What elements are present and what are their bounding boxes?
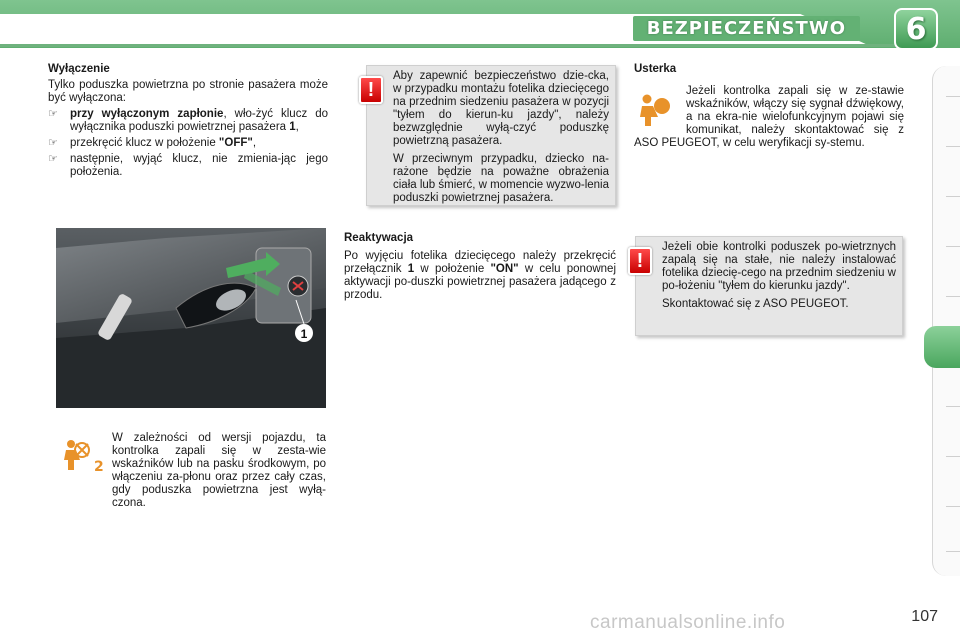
- bullet-text: przekręcić klucz w położenie: [70, 137, 219, 149]
- tab-tick: [946, 506, 960, 507]
- section-title: BEZPIECZEŃSTWO: [633, 16, 860, 41]
- list-item: [48, 108, 328, 134]
- bullet-end: ,: [252, 137, 257, 149]
- warning-text: W przeciwnym przypadku, dziecko na-rażone będzie na poważne obrażenia ciała lub śmierć, w momencie wyzwo-lenia poduszki powietrznej pasażera.: [393, 153, 610, 204]
- bullet-text: następnie, wyjąć klucz, nie zmienia-jąc jego położenia.: [70, 153, 328, 178]
- airbag-off-indicator-icon: [62, 438, 102, 474]
- airbag-switch-photo: [56, 228, 326, 408]
- section-wylaczenie: [48, 63, 328, 179]
- section-usterka: [634, 63, 904, 150]
- heading-wylaczenie: Wyłączenie: [48, 63, 110, 75]
- heading-reaktywacja: Reaktywacja: [344, 232, 414, 244]
- heading-usterka: Usterka: [634, 63, 677, 75]
- bullet-num: 1: [289, 121, 296, 133]
- header-divider: [0, 44, 900, 47]
- watermark: carmanualsonline.info: [590, 612, 786, 633]
- text-num: 1: [407, 263, 415, 275]
- chapter-tab-strip: [932, 66, 960, 576]
- airbag-indicator-icon: [638, 92, 674, 128]
- text-bold: "ON": [490, 263, 519, 275]
- pointing-hand-icon: ☞: [48, 153, 58, 165]
- photo-label-1: 1: [300, 327, 308, 341]
- tab-tick: [946, 551, 960, 552]
- tab-tick: [946, 196, 960, 197]
- warning-text: Jeżeli obie kontrolki poduszek po-wietrznych zapalą się na stałe, nie należy instalować fotelika dziecię-cego na przednim siedzeniu w po-łożeniu "tyłem do kierunku jazdy".: [662, 241, 896, 292]
- text-run: Po wyjęciu fotelika dziecięcego należy przekręcić przełącznik: [344, 250, 616, 275]
- indicator-note: W zależności od wersji pojazdu, ta kontrolka zapali się w zesta-wie wskaźników lub na pasku środkowym, po włączeniu za-płonu oraz przez cały czas, gdy poduszka powietrzna jest wyłą-czona.: [112, 432, 326, 509]
- chapter-badge: 6: [894, 8, 938, 50]
- warning-text: Skontaktować się z ASO PEUGEOT.: [662, 298, 849, 310]
- pointing-hand-icon: ☞: [48, 108, 58, 120]
- section-reaktywacja: [344, 232, 616, 302]
- tab-tick: [946, 296, 960, 297]
- list-item: [48, 153, 328, 179]
- bullet-bold: "OFF": [218, 137, 253, 149]
- tab-tick: [946, 406, 960, 407]
- bullet-text: , wło-żyć klucz do wyłącznika poduszki powietrznej pasażera: [70, 108, 329, 133]
- wylaczenie-intro: Tylko poduszka powietrzna po stronie pasażera może być wyłączona:: [48, 79, 328, 104]
- bullet-bold: przy wyłączonym zapłonie: [70, 108, 224, 120]
- list-item: [48, 137, 328, 150]
- warning-box-child-seat: [366, 65, 616, 206]
- pointing-hand-icon: ☞: [48, 137, 58, 149]
- warning-icon: !: [359, 76, 383, 104]
- tab-tick: [946, 456, 960, 457]
- tab-tick: [946, 246, 960, 247]
- page-number: 107: [911, 608, 938, 625]
- chapter-tab-active[interactable]: [924, 326, 960, 368]
- warning-icon: !: [628, 247, 652, 275]
- indicator-note-block: [112, 432, 326, 510]
- warning-text: Aby zapewnić bezpieczeństwo dzie-cka, w przypadku montażu fotelika dziecięcego na przednim siedzeniu pasażera w pozycji "tyłem do kierun-ku jazdy", należy bezwzględnie wyłą-czyć poduszkę powietrzną pasażera.: [393, 70, 609, 147]
- reaktywacja-text: [344, 250, 616, 302]
- tab-tick: [946, 146, 960, 147]
- usterka-text: Jeżeli kontrolka zapali się w ze-stawie wskaźników, włączy się sygnał dźwiękowy, a na ekra-nie wielofunkcyjnym pojawi się komunikat, należy skontaktować się z ASO PEUGEOT, w celu weryfikacji sy-stemu.: [634, 85, 904, 149]
- bullet-end: ,: [295, 121, 299, 133]
- tab-tick: [946, 96, 960, 97]
- text-run: w celu ponownej aktywacji po-duszki powietrznej pasażera jadącego z przodu.: [344, 263, 616, 301]
- warning-box-both-indicators: [635, 236, 903, 336]
- svg-text:2: 2: [94, 459, 104, 475]
- text-run: w położenie: [414, 263, 491, 275]
